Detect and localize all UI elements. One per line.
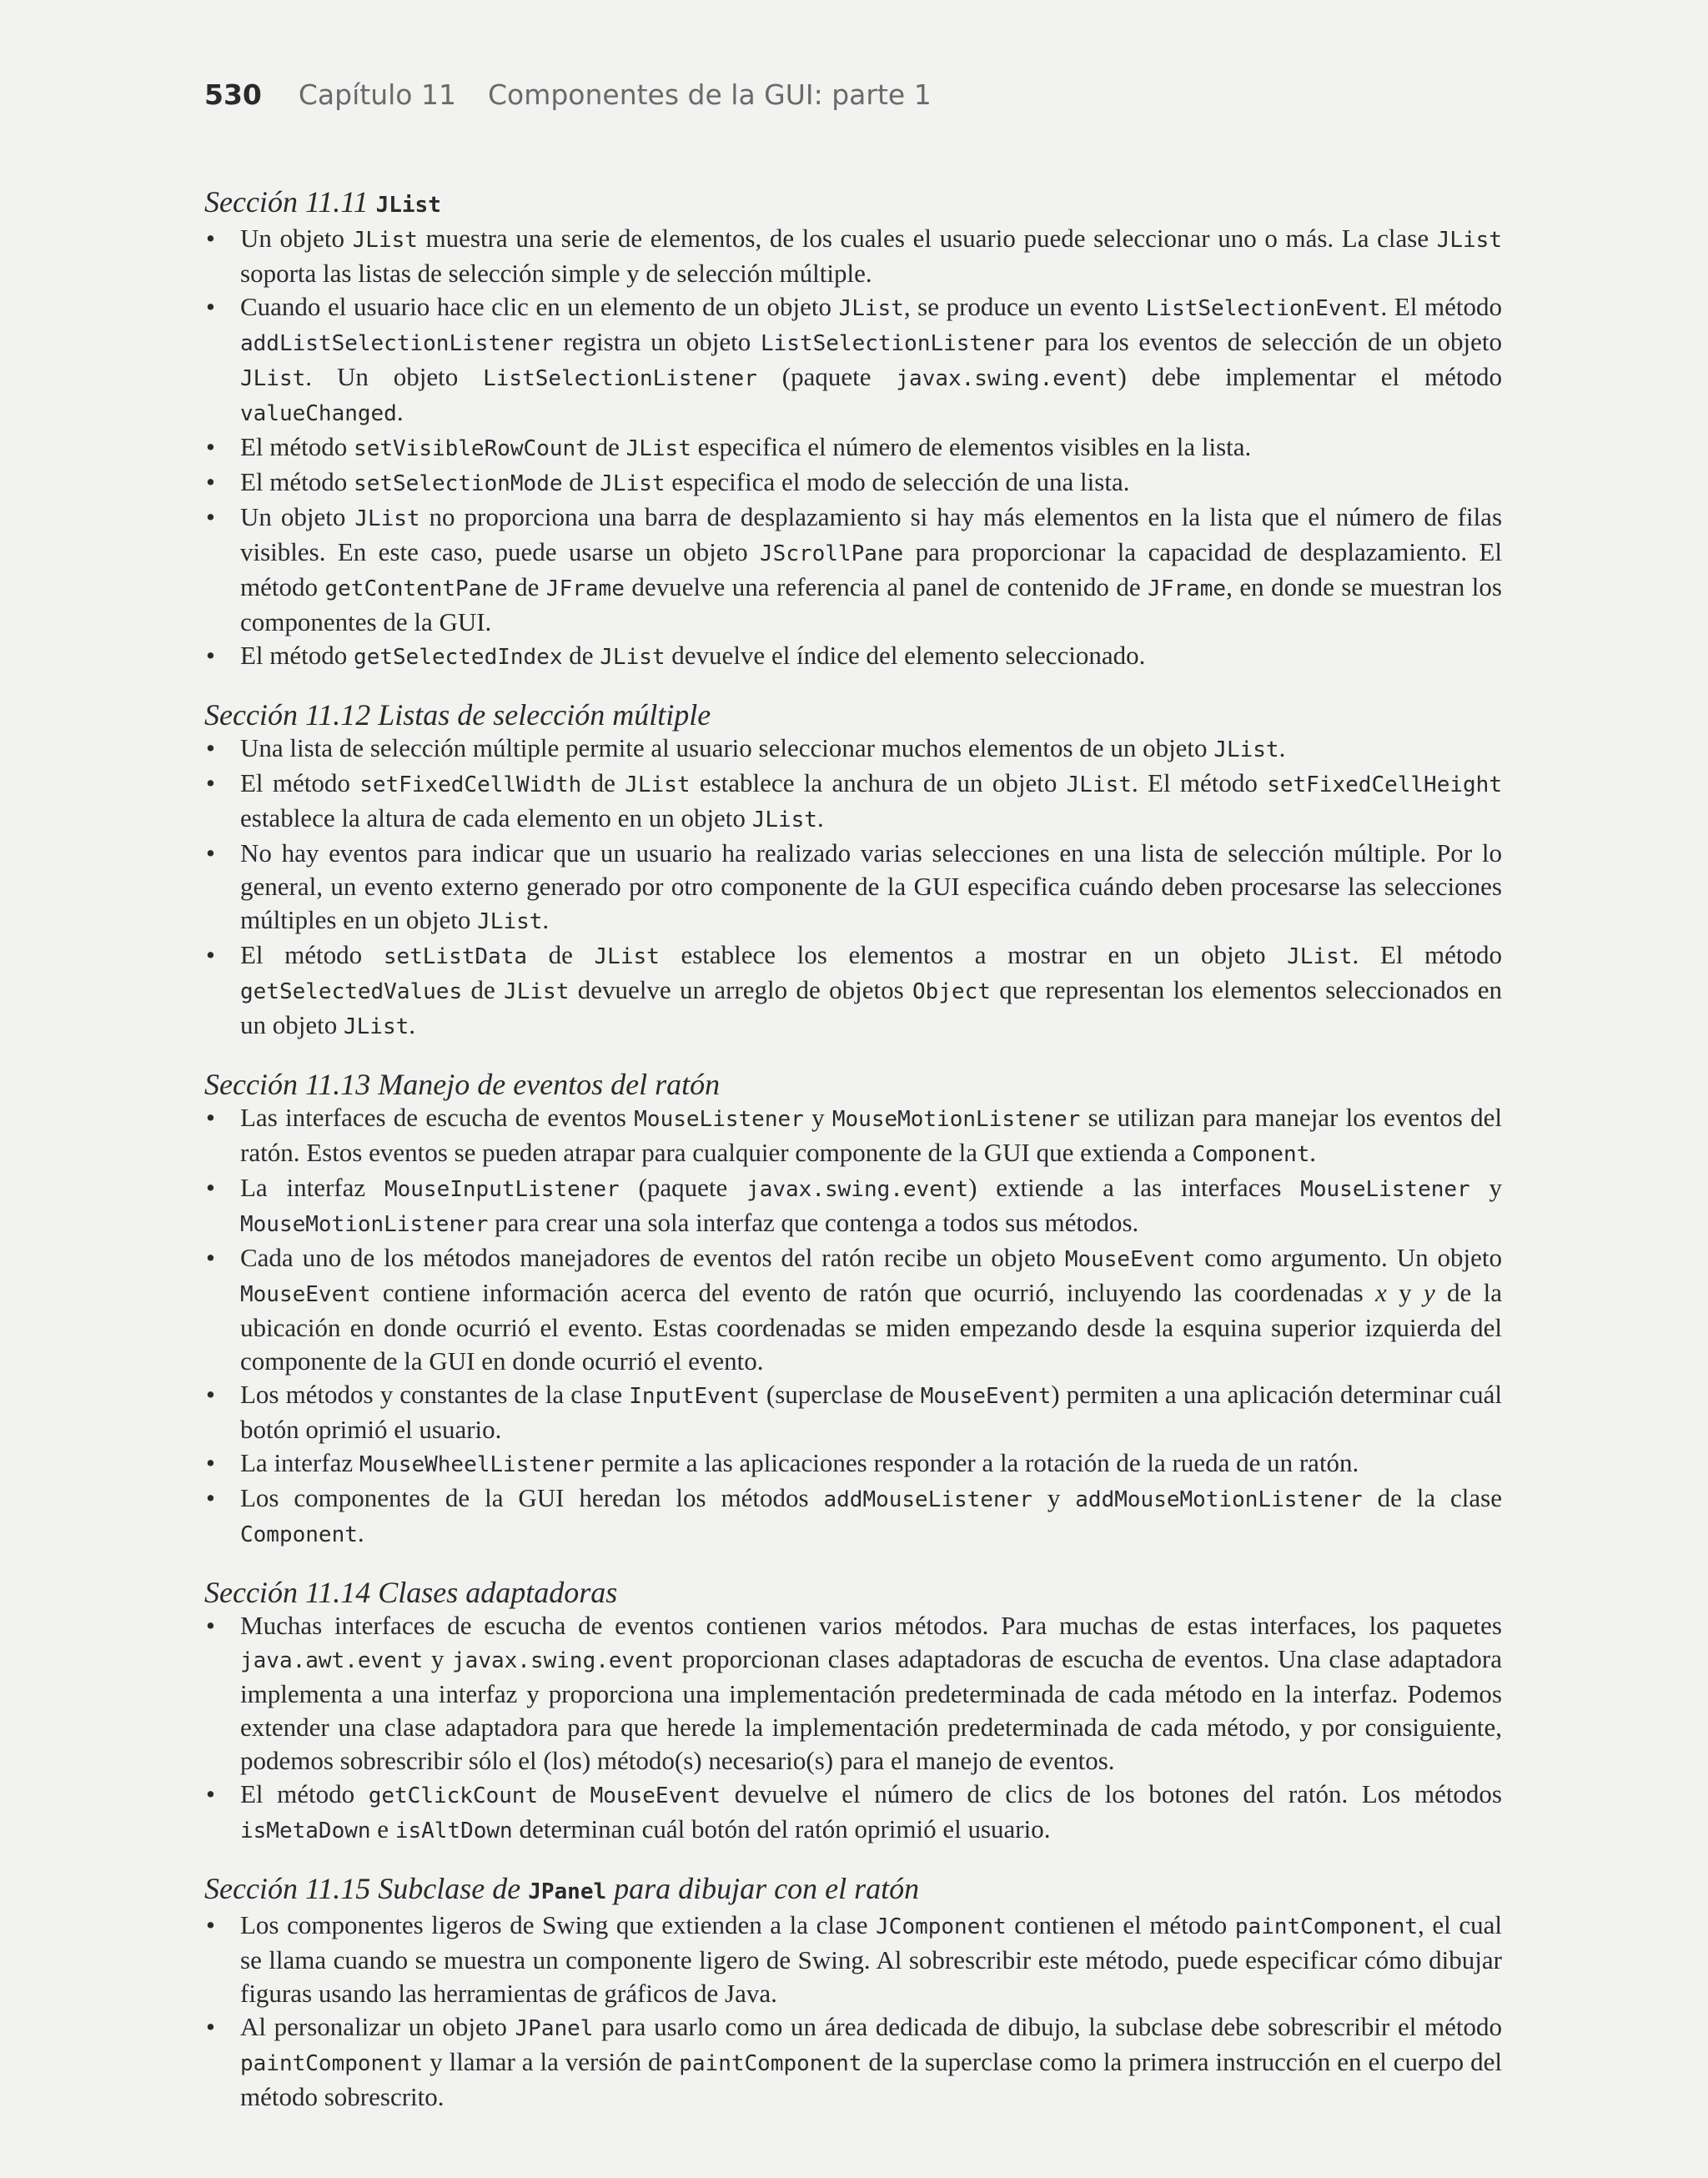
code-term: paintComponent [240,2051,424,2076]
bullet-item: • El método setListData de JList establece los elementos a mostrar en un objeto JList. El método getSelectedValues de JList devuelve un arreglo de objetos Object que representan los elementos seleccionados en un objeto JList. [204,938,1502,1044]
bullet-item: • Los métodos y constantes de la clase InputEvent (superclase de MouseEvent) permiten a una aplicación determinar cuál botón oprimió el usuario. [204,1378,1502,1446]
summary-content [204,184,1502,2136]
section-title: Sección 11.14 Clases adaptadoras [204,1576,618,1609]
code-term: getSelectedIndex [354,645,563,670]
code-term: ListSelectionEvent [1145,296,1381,321]
code-term: JList [600,645,666,670]
bullet-item: • El método setVisibleRowCount de JList especifica el número de elementos visibles en la lista. [204,430,1502,465]
code-term: java.awt.event [240,1648,424,1673]
code-term: JList [477,909,543,934]
code-term: ListSelectionListener [483,366,757,391]
code-term: getContentPane [324,576,508,601]
running-header [204,78,932,111]
bullet-list [204,1101,1502,1552]
code-term: MouseEvent [590,1783,721,1808]
italic-term: y [1423,1278,1435,1307]
section-title: Sección 11.15 Subclase de JPanel para dibujar con el ratón [204,1872,920,1905]
page-number: 530 [204,78,262,111]
bullet-item: • El método getClickCount de MouseEvent devuelve el número de clics de los botones del ratón. Los métodos isMetaDown e isAltDown determinan cuál botón del ratón oprimió el usuario. [204,1778,1502,1848]
bullet-list [204,732,1502,1044]
section-title: Sección 11.13 Manejo de eventos del ratón [204,1068,721,1101]
code-term: setSelectionMode [354,471,563,496]
bullet-item: • No hay eventos para indicar que un usuario ha realizado varias selecciones en una lista de selección múltiple. Por lo general, un evento externo generado por otro componente de la GUI especifica cuándo deben procesarse las selecciones múltiples en un objeto JList. [204,837,1502,938]
bullet-item: • Cada uno de los métodos manejadores de eventos del ratón recibe un objeto MouseEvent como argumento. Un objeto MouseEvent contiene información acerca del evento de ratón que ocurrió, incluyendo las coordenadas x y y de la ubicación en donde ocurrió el evento. Estas coordenadas se miden empezando desde la esquina superior izquierda del componente de la GUI en donde ocurrió el evento. [204,1241,1502,1378]
section-11-14 [204,1574,1502,1848]
bullet-item: • El método setSelectionMode de JList especifica el modo de selección de una lista. [204,465,1502,500]
bullet-item: • La interfaz MouseWheelListener permite a las aplicaciones responder a la rotación de la rueda de un ratón. [204,1446,1502,1481]
code-term: isMetaDown [240,1818,371,1844]
code-term: getClickCount [368,1783,539,1808]
code-term: addMouseListener [823,1487,1032,1512]
bullet-item: • El método setFixedCellWidth de JList establece la anchura de un objeto JList. El método setFixedCellHeight establece la altura de cada elemento en un objeto JList. [204,767,1502,837]
code-term: addMouseMotionListener [1075,1487,1363,1512]
code-term: JList [600,471,666,496]
bullet-list [204,1909,1502,2114]
code-term: JList [751,807,817,832]
code-term: JList [594,944,660,969]
code-term: addListSelectionListener [240,331,554,356]
code-term: JList [354,506,420,531]
code-term: Component [240,1522,358,1547]
code-term: JList [1436,228,1502,253]
code-term: JList [344,1014,409,1039]
italic-term: x [1375,1278,1387,1307]
bullet-list [204,222,1502,674]
bullet-item: • Cuando el usuario hace clic en un elemento de un objeto JList, se produce un evento ListSelectionEvent. El método addListSelectionListener registra un objeto ListSelectionListener para los eventos de selección de un objeto JList. Un objeto ListSelectionListener (paquete javax.swing.event) debe implementar el método valueChanged. [204,290,1502,430]
code-term: MouseEvent [1064,1247,1196,1272]
code-term: JList [240,366,306,391]
section-11-15 [204,1870,1502,2114]
code-term: MouseEvent [920,1384,1052,1409]
code-term: MouseInputListener [384,1177,620,1202]
bullet-item: • Al personalizar un objeto JPanel para usarlo como un área dedicada de dibujo, la subclase debe sobrescribir el método paintComponent y llamar a la versión de paintComponent de la superclase como la primera instrucción en el cuerpo del método sobrescrito. [204,2010,1502,2114]
chapter-title: Componentes de la GUI: parte 1 [487,78,932,111]
code-term: setListData [383,944,527,969]
section-11-12 [204,697,1502,1044]
bullet-item: • Un objeto JList muestra una serie de elementos, de los cuales el usuario puede seleccionar uno o más. La clase JList soporta las listas de selección simple y de selección múltiple. [204,222,1502,290]
code-term: JList [1066,772,1132,797]
code-term: JList [625,772,691,797]
code-term: paintComponent [679,2051,862,2076]
code-term: JList [625,436,691,461]
code-term: javax.swing.event [746,1177,969,1202]
code-term: JPanel [515,2016,594,2041]
code-term: JList [1287,944,1353,969]
code-term: JFrame [545,576,625,601]
code-term: MouseMotionListener [831,1107,1081,1132]
bullet-item: • Un objeto JList no proporciona una barra de desplazamiento si hay más elementos en la lista que el número de filas visibles. En este caso, puede usarse un objeto JScrollPane para proporcionar la capacidad de desplazamiento. El método getContentPane de JFrame devuelve una referencia al panel de contenido de JFrame, en donde se muestran los componentes de la GUI. [204,500,1502,639]
code-term: JScrollPane [760,541,904,566]
code-term: setFixedCellWidth [359,772,582,797]
code-term: paintComponent [1234,1914,1419,1939]
code-term: Component [1192,1142,1310,1167]
bullet-item: • La interfaz MouseInputListener (paquete javax.swing.event) extiende a las interfaces MouseListener y MouseMotionListener para crear una sola interfaz que contenga a todos sus métodos. [204,1171,1502,1241]
bullet-item: • El método getSelectedIndex de JList devuelve el índice del elemento seleccionado. [204,639,1502,674]
chapter-label: Capítulo 11 [298,78,456,111]
code-term: Object [912,979,991,1004]
code-term: JPanel [528,1879,607,1904]
section-11-13 [204,1066,1502,1552]
bullet-item: • Una lista de selección múltiple permite al usuario seleccionar muchos elementos de un objeto JList. [204,732,1502,767]
code-term: getSelectedValues [240,979,463,1004]
code-term: MouseMotionListener [240,1212,489,1237]
bullet-item: • Los componentes ligeros de Swing que extienden a la clase JComponent contienen el método paintComponent, el cual se llama cuando se muestra un componente ligero de Swing. Al sobrescribir este método, puede especificar cómo dibujar figuras usando las herramientas de gráficos de Java. [204,1909,1502,2010]
section-title: Sección 11.11 JList [204,185,441,219]
code-term: javax.swing.event [896,366,1118,391]
code-term: JList [352,228,418,253]
code-term: JList [1213,737,1279,762]
code-term: JList [504,979,570,1004]
code-term: javax.swing.event [452,1648,675,1673]
code-term: isAltDown [394,1818,513,1844]
code-term: ListSelectionListener [761,331,1035,356]
code-term: InputEvent [629,1384,760,1409]
code-term: MouseWheelListener [359,1452,595,1477]
code-term: valueChanged [240,401,397,426]
code-term: JFrame [1148,576,1227,601]
code-term: setFixedCellHeight [1267,772,1502,797]
bullet-list [204,1609,1502,1848]
bullet-item: • Muchas interfaces de escucha de eventos contienen varios métodos. Para muchas de estas interfaces, los paquetes java.awt.event y javax.swing.event proporcionan clases adaptadoras de escucha de eventos. Una clase adaptadora implementa a una interfaz y proporciona una implementación predeterminada de cada método en la interfaz. Podemos extender una clase adaptadora para que herede la implementación predeterminada de cada método, y por consiguiente, podemos sobrescribir sólo el (los) método(s) necesario(s) para el manejo de eventos. [204,1609,1502,1778]
section-11-11 [204,184,1502,674]
code-term: JList [838,296,904,321]
code-term: MouseEvent [240,1282,371,1307]
code-term: MouseListener [634,1107,804,1132]
bullet-item: • Las interfaces de escucha de eventos MouseListener y MouseMotionListener se utilizan para manejar los eventos del ratón. Estos eventos se pueden atrapar para cualquier componente de la GUI que extienda a Component. [204,1101,1502,1171]
code-term: JList [375,193,441,218]
code-term: setVisibleRowCount [354,436,589,461]
code-term: MouseListener [1300,1177,1470,1202]
bullet-item: • Los componentes de la GUI heredan los métodos addMouseListener y addMouseMotionListener de la clase Component. [204,1481,1502,1552]
section-title: Sección 11.12 Listas de selección múltiple [204,698,711,732]
code-term: JComponent [876,1914,1007,1939]
